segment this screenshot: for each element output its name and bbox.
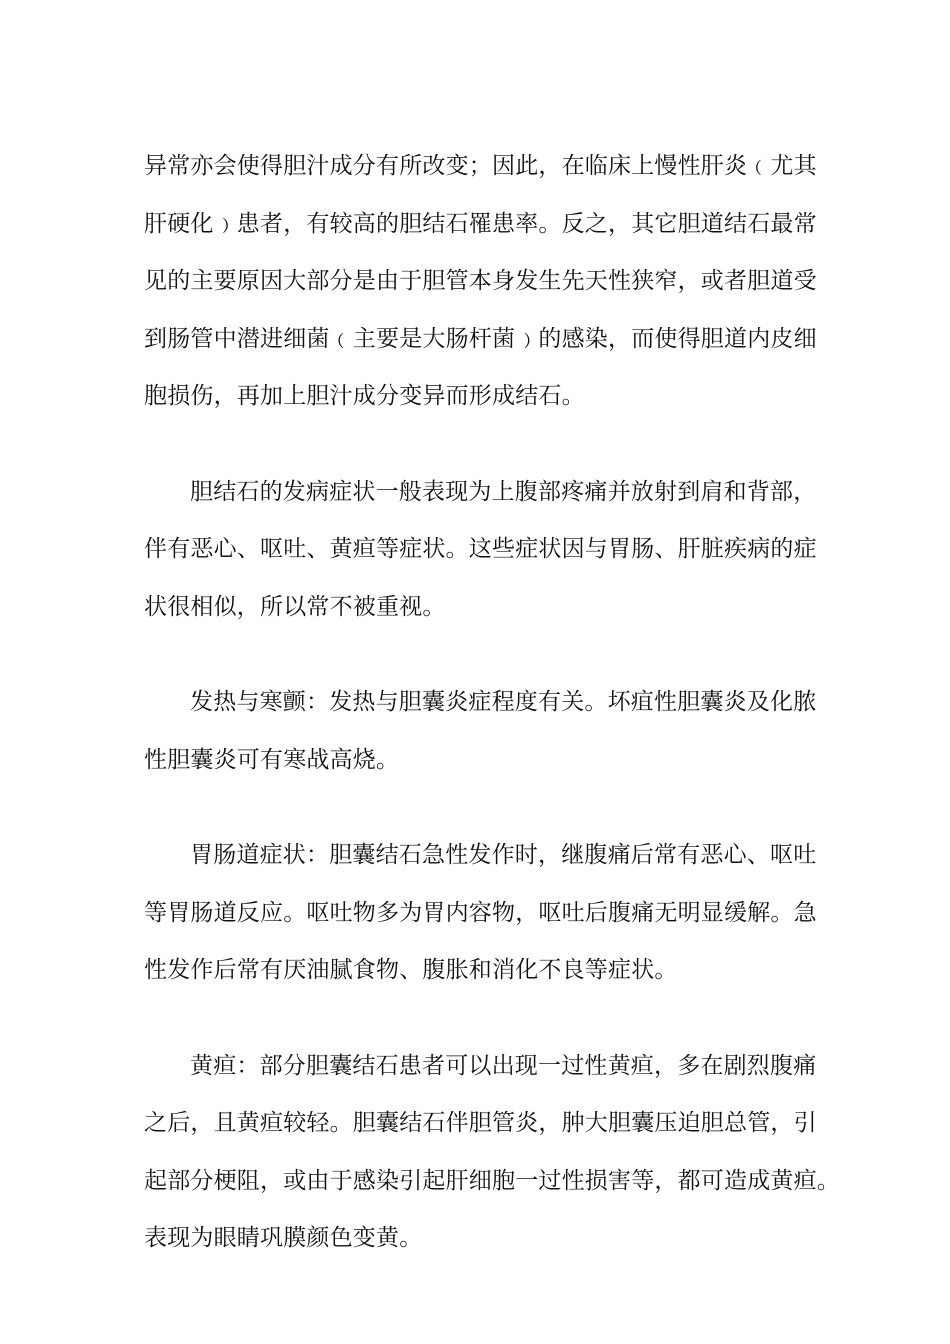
text-line: 胆结石的发病症状一般表现为上腹部疼痛并放射到肩和背部， — [190, 478, 817, 505]
text-line: 性胆囊炎可有寒战高烧。 — [144, 746, 400, 773]
text-line: 见的主要原因大部分是由于胆管本身发生先天性狭窄，或者胆道受 — [144, 268, 817, 294]
text-line: 起部分梗阻，或由于感染引起肝细胞一过性损害等，都可造成黄疸。 — [144, 1167, 840, 1194]
paragraph-gastrointestinal — [144, 827, 817, 1000]
text-line: 性发作后常有厌油腻食物、腹胀和消化不良等症状。 — [144, 957, 678, 983]
paragraph-symptoms-overview — [144, 464, 817, 637]
paragraph-gallstone-causes — [144, 138, 817, 426]
text-line: 胞损伤，再加上胆汁成分变异而形成结石。 — [144, 383, 585, 409]
text-line: 发热与寒颤：发热与胆囊炎症程度有关。坏疽性胆囊炎及化脓 — [190, 689, 817, 715]
paragraph-fever-chills — [144, 674, 817, 789]
paragraph-jaundice — [144, 1038, 840, 1268]
text-line: 异常亦会使得胆汁成分有所改变；因此，在临床上慢性肝炎﹙尤其 — [144, 153, 817, 179]
text-line: 之后，且黄疸较轻。胆囊结石伴胆管炎，肿大胆囊压迫胆总管，引 — [144, 1110, 817, 1136]
document-body — [144, 138, 840, 1306]
text-line: 肝硬化﹚患者，有较高的胆结石罹患率。反之，其它胆道结石最常 — [144, 210, 817, 237]
text-line: 伴有恶心、呕吐、黄疸等症状。这些症状因与胃肠、肝脏疾病的症 — [144, 536, 817, 562]
text-line: 等胃肠道反应。呕吐物多为胃内容物，呕吐后腹痛无明显缓解。急 — [144, 899, 817, 926]
text-line: 胃肠道症状：胆囊结石急性发作时，继腹痛后常有恶心、呕吐 — [190, 842, 817, 868]
text-line: 黄疸：部分胆囊结石患者可以出现一过性黄疸，多在剧烈腹痛 — [190, 1052, 817, 1079]
text-line: 到肠管中潜进细菌﹙主要是大肠杆菌﹚的感染，而使得胆道内皮细 — [144, 325, 817, 352]
text-line: 表现为眼睛巩膜颜色变黄。 — [144, 1225, 423, 1251]
text-line: 状很相似，所以常不被重视。 — [144, 593, 446, 620]
